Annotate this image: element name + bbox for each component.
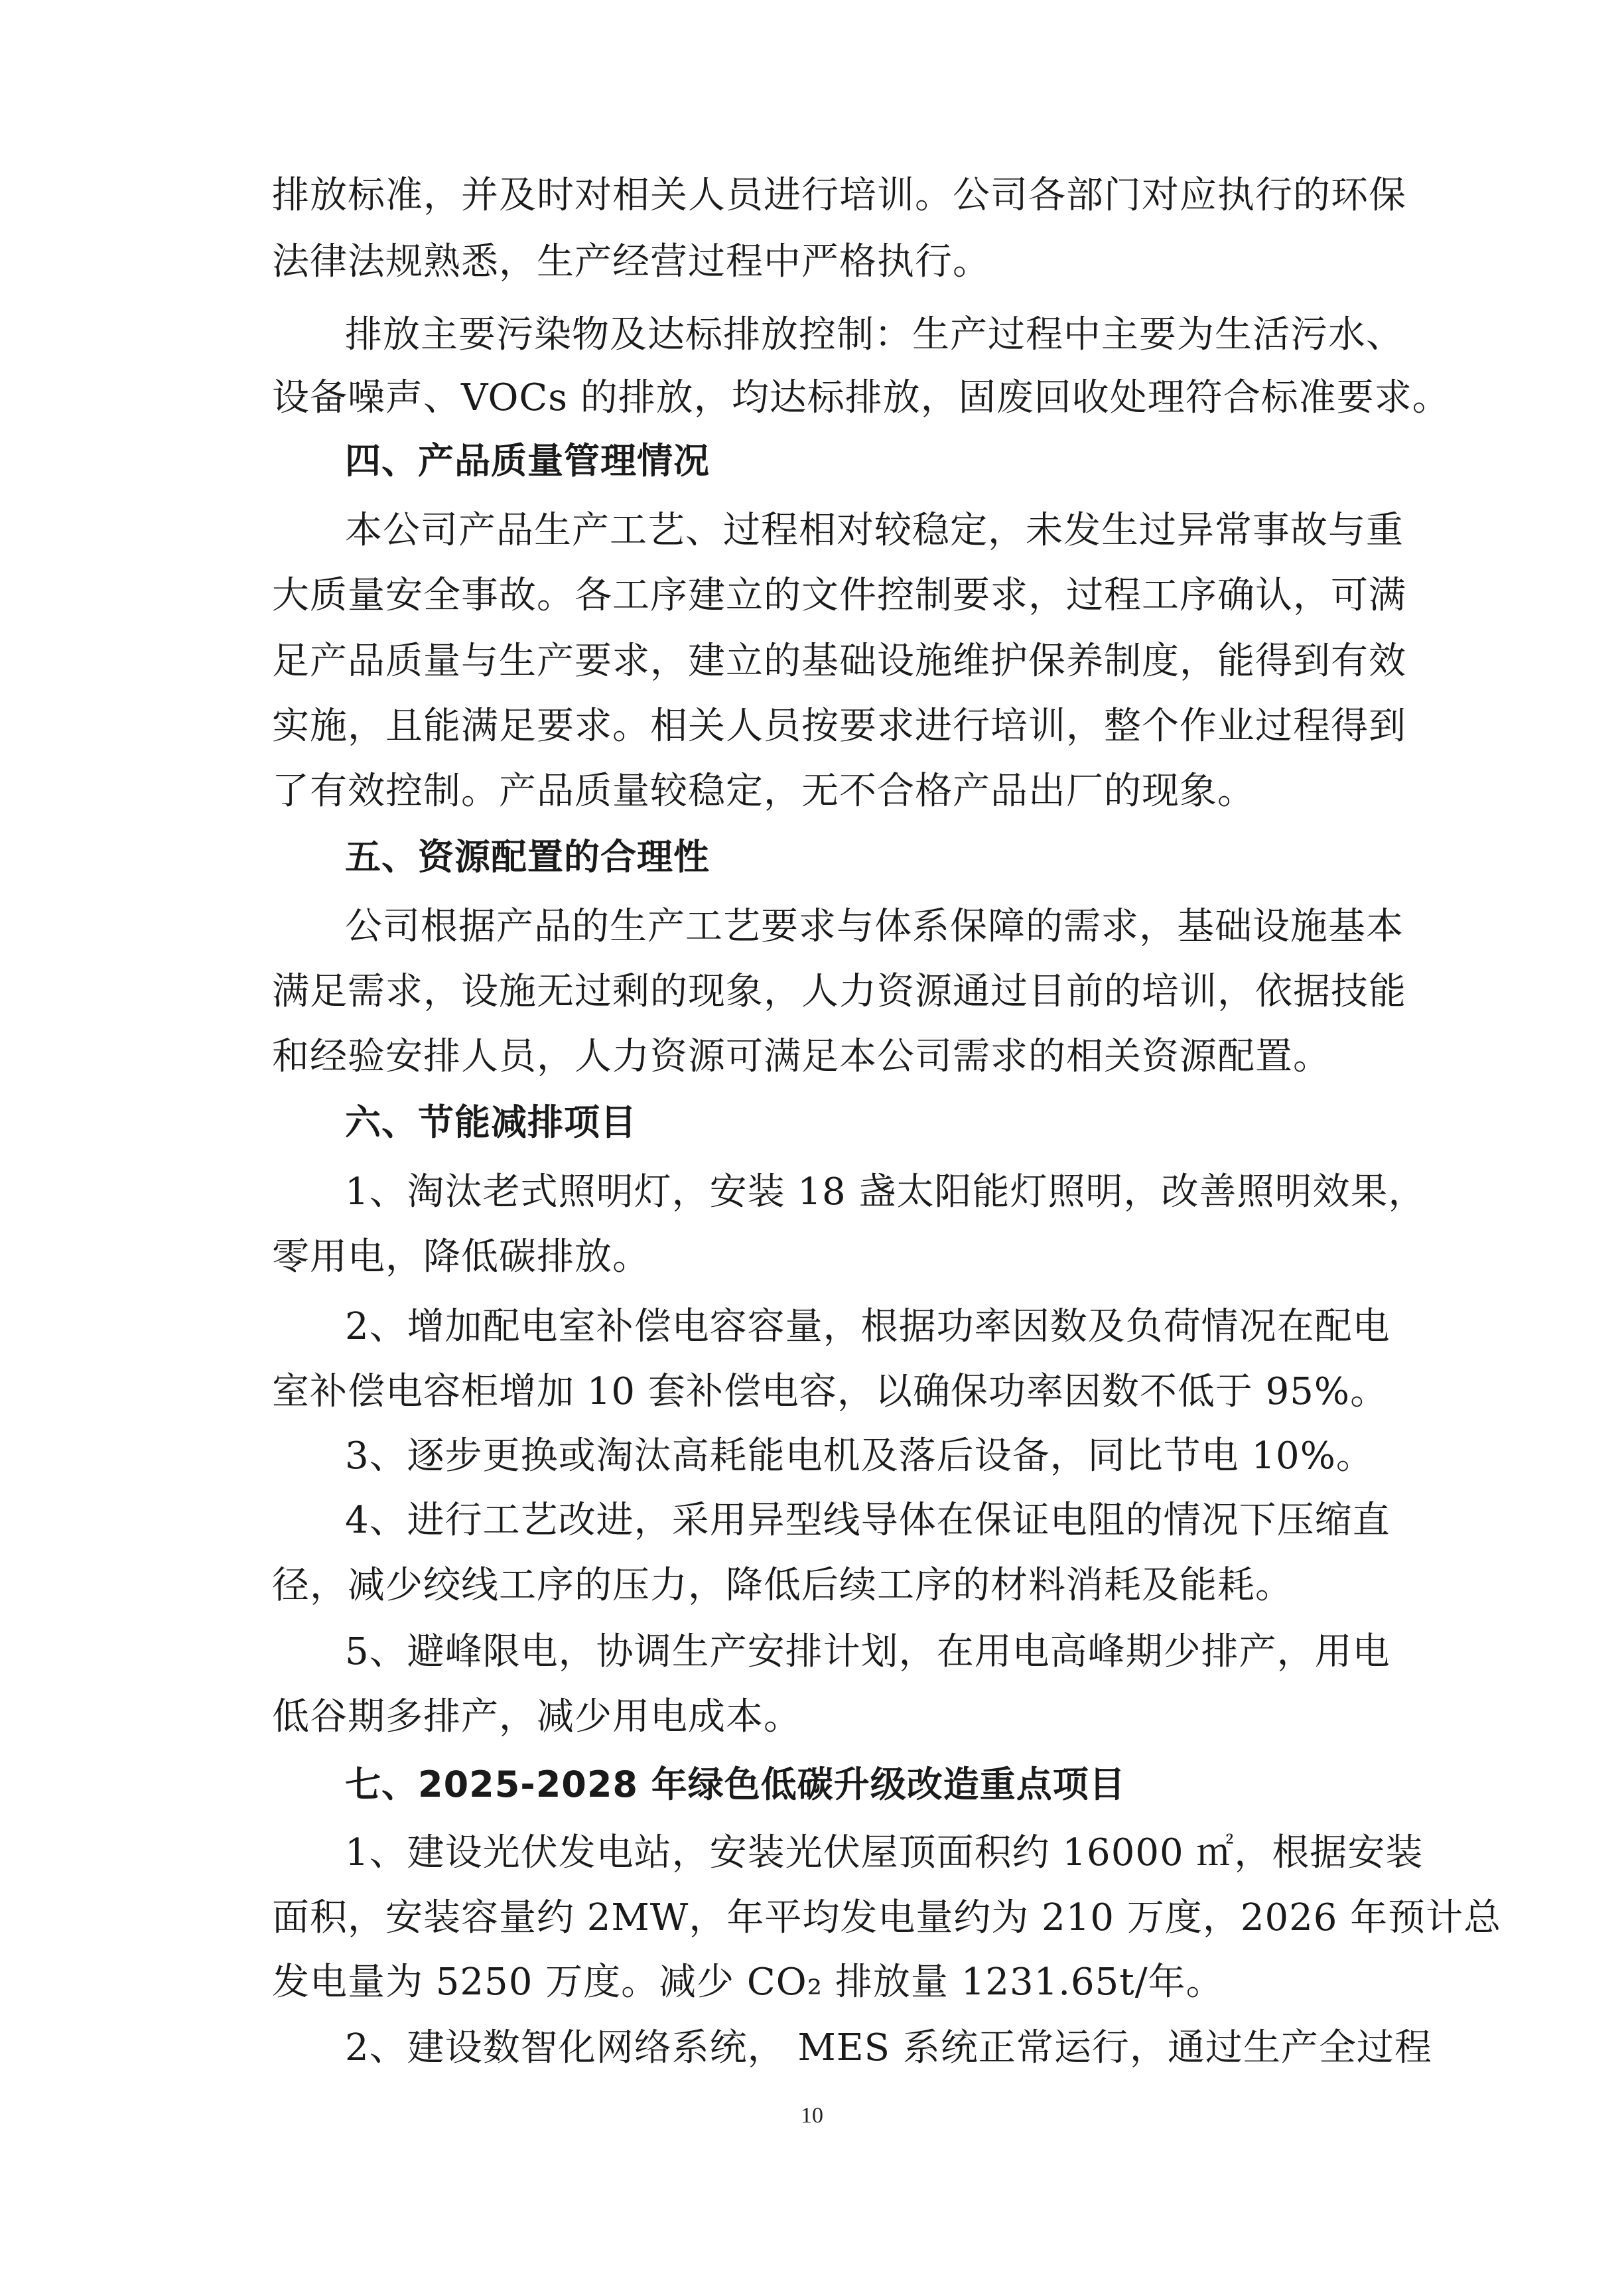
- body-text-line: 本公司产品生产工艺、过程相对较稳定，未发生过异常事故与重: [345, 509, 1404, 552]
- body-text-line: 4、进行工艺改进，采用异型线导体在保证电阻的情况下压缩直: [345, 1499, 1390, 1542]
- body-text-line: 零用电，降低碳排放。: [272, 1235, 650, 1279]
- body-text-line: 了有效控制。产品质量较稳定，无不合格产品出厂的现象。: [272, 770, 1255, 813]
- body-text-line: 和经验安排人员，人力资源可满足本公司需求的相关资源配置。: [272, 1035, 1331, 1078]
- body-text-line: 面积，安装容量约 2MW，年平均发电量约为 210 万度，2026 年预计总: [272, 1896, 1502, 1939]
- section-heading: 五、资源配置的合理性: [345, 836, 710, 878]
- body-text-line: 室补偿电容柜增加 10 套补偿电容，以确保功率因数不低于 95%。: [272, 1370, 1388, 1413]
- body-text-line: 1、淘汰老式照明灯，安装 18 盏太阳能灯照明，改善照明效果，: [345, 1170, 1426, 1214]
- body-text-line: 法律法规熟悉，生产经营过程中严格执行。: [272, 240, 990, 283]
- body-text-line: 实施，且能满足要求。相关人员按要求进行培训，整个作业过程得到: [272, 705, 1406, 748]
- body-text-line: 3、逐步更换或淘汰高耗能电机及落后设备，同比节电 10%。: [345, 1434, 1374, 1478]
- section-heading: 六、节能减排项目: [345, 1101, 637, 1143]
- body-text-line: 大质量安全事故。各工序建立的文件控制要求，过程工序确认，可满: [272, 574, 1406, 617]
- body-text-line: 满足需求，设施无过剩的现象，人力资源通过目前的培训，依据技能: [272, 970, 1406, 1013]
- body-text-line: 足产品质量与生产要求，建立的基础设施维护保养制度，能得到有效: [272, 640, 1406, 683]
- body-text-line: 2、增加配电室补偿电容容量，根据功率因数及负荷情况在配电: [345, 1305, 1390, 1348]
- body-text-line: 径，减少绞线工序的压力，降低后续工序的材料消耗及能耗。: [272, 1564, 1293, 1607]
- body-text-line: 1、建设光伏发电站，安装光伏屋顶面积约 16000 ㎡，根据安装: [345, 1831, 1424, 1874]
- body-text-line: 2、建设数智化网络系统， MES 系统正常运行，通过生产全过程: [345, 2026, 1432, 2069]
- page-number: 10: [801, 2103, 823, 2128]
- body-text-line: 发电量为 5250 万度。减少 CO₂ 排放量 1231.65t/年。: [272, 1961, 1224, 2004]
- body-text-line: 排放标准，并及时对相关人员进行培训。公司各部门对应执行的环保: [272, 174, 1406, 217]
- section-heading: 七、2025-2028 年绿色低碳升级改造重点项目: [345, 1764, 1126, 1805]
- body-text-line: 5、避峰限电，协调生产安排计划，在用电高峰期少排产，用电: [345, 1630, 1390, 1673]
- section-heading: 四、产品质量管理情况: [345, 440, 710, 482]
- body-text-line: 公司根据产品的生产工艺要求与体系保障的需求，基础设施基本: [345, 905, 1404, 948]
- body-text-line: 低谷期多排产，减少用电成本。: [272, 1695, 801, 1738]
- body-text-line: 排放主要污染物及达标排放控制：生产过程中主要为生活污水、: [345, 313, 1404, 356]
- body-text-line: 设备噪声、VOCs 的排放，均达标排放，固废回收处理符合标准要求。: [272, 376, 1450, 419]
